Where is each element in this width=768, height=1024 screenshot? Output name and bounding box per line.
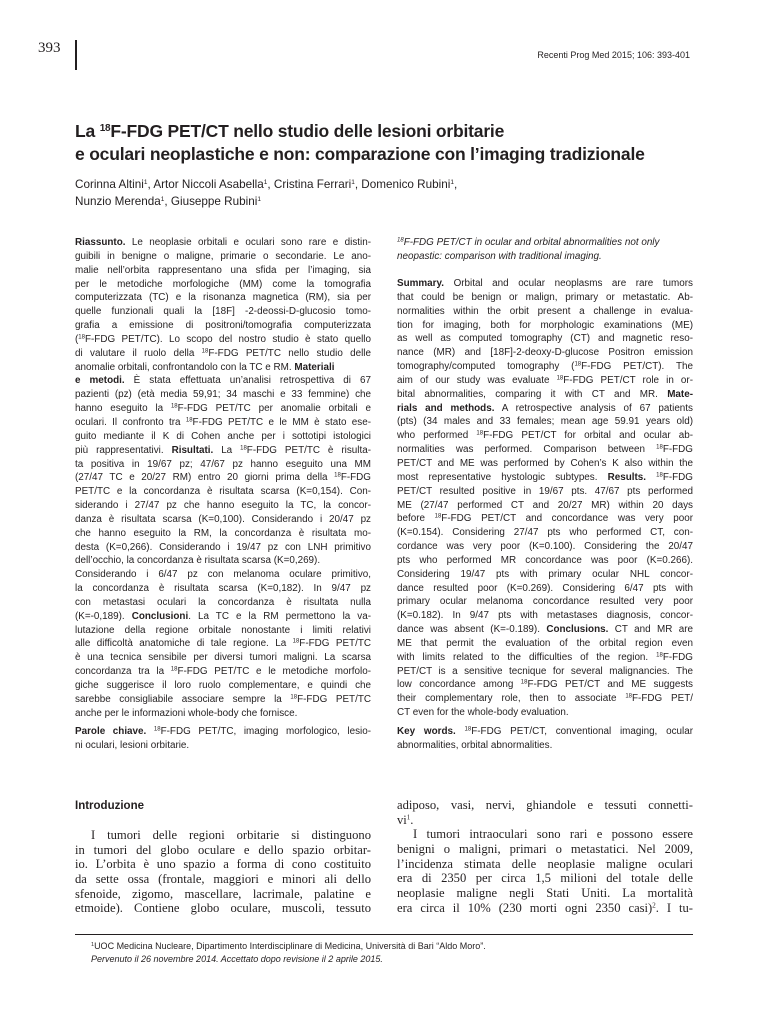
summary-line (397, 512, 693, 526)
body-line: in tumori del globo oculare e dello spazio orbitar- (75, 842, 371, 857)
abstract-text: F-FDG PET/TC nello studio delle (208, 347, 371, 359)
english-title-text: F-FDG PET/CT in ocular and orbital abnormalities not only (403, 237, 660, 248)
summary-section-label: Mate- (667, 388, 693, 400)
summary-text: F-FDG PET/CT). The (581, 361, 694, 373)
footnotes (91, 940, 486, 965)
summary-line: tion for imaging, both for morphologic examinations (ME) (397, 319, 693, 331)
isotope-superscript: 18 (99, 123, 111, 134)
isotope-superscript: 18 (434, 513, 442, 520)
affiliation-mark: 1 (160, 195, 165, 203)
abstract-text: (27/47 TC e 20/27 RM) entro 20 giorni prima della (75, 472, 335, 484)
body-line: etmoide). Contiene globo oculare, muscoli, tessuto (75, 901, 371, 916)
page-number: 393 (38, 40, 61, 56)
summary-line (397, 651, 693, 665)
keywords-text: F-FDG PET/TC, imaging morfologico, lesio- (160, 726, 372, 737)
abstract-text: . La TC e la RM permettono la va- (188, 610, 371, 622)
isotope-superscript: 18 (656, 444, 663, 451)
summary-line: that could be benign or malign, primary or metastatic. Ab- (397, 291, 693, 303)
affiliation-text: UOC Medicina Nucleare, Dipartimento Interdisciplinare di Medicina, Università di Bari “Aldo Moro”. (94, 941, 486, 951)
body-line: adiposo, vasi, nervi, ghiandole e tessuti connetti- (397, 798, 693, 812)
summary-section-label: rials and methods. (397, 402, 495, 414)
author-name: , Giuseppe Rubini (164, 194, 258, 208)
author-name: Corinna Altini (75, 178, 144, 191)
english-title-text (397, 237, 659, 248)
intro-left-column (75, 828, 371, 916)
summary-text: A retrospective analysis of 67 patients (494, 402, 693, 414)
affiliation-mark: 1 (257, 195, 261, 203)
author-name: , Artor Niccoli Asabella (147, 178, 264, 191)
abstract-text: F-FDG (340, 472, 371, 484)
intro-right-column (397, 798, 693, 916)
abstract-line: computerizzata (TC) e la risonanza magnetica (RM), sia per (75, 292, 371, 304)
isotope-superscript: 18 (185, 417, 193, 424)
abstract-line: PET/TC e la concordanza è risultata scarsa (K=0,154). Con- (75, 486, 371, 498)
summary-text: aim of our study was evaluate (397, 374, 557, 386)
abstract-line: grafia a emissione di positroni/tomografia computerizzata (75, 320, 371, 332)
abstract-line: danza è risultata scarsa (K=0,100). Considerando i 20/47 pz (75, 513, 371, 525)
isotope-superscript: 18 (476, 430, 484, 437)
keywords-line: ni oculari, lesioni orbitarie. (75, 739, 190, 751)
abstract-line (75, 416, 371, 430)
isotope-superscript: 18 (334, 472, 341, 479)
summary-text: tomography/computed tomography ( (397, 361, 575, 373)
affiliation-mark: 1 (263, 179, 268, 186)
isotope-superscript: 18 (170, 666, 178, 673)
abstract-line: malie nell’orbita rappresentano una sfida per l’imaging, sia (75, 264, 371, 276)
summary-line (397, 429, 693, 443)
abstract-line: quelle funzionali quali la [18F] -2-deossi-D-glucosio tomo- (75, 306, 371, 318)
abstract-label: Riassunto. (75, 237, 126, 248)
summary-text: normalities was performed. Comparison between (397, 444, 657, 456)
header-divider (75, 40, 77, 70)
author-list (75, 177, 715, 210)
body-line: era di 2350 per circa 1,5 milioni del totale delle (397, 871, 693, 886)
isotope-superscript: 18 (464, 726, 472, 733)
abstract-text: hanno eseguito la (75, 403, 171, 415)
body-line: sfenoide, zigomo, mascellare, lacrimale, palatine e (75, 886, 371, 901)
author-separator: , (453, 178, 458, 191)
isotope-superscript: 18 (292, 638, 300, 645)
section-heading-introduzione: Introduzione (75, 800, 144, 812)
body-line: neoplasie maligne negli Stati Uniti. La mortalità (397, 886, 693, 901)
abstract-text: ( (75, 333, 79, 345)
abstract-text: F-FDG PET/TC e le MM è stato ese- (192, 416, 371, 428)
summary-text: F-FDG (662, 471, 693, 483)
abstract-line (75, 374, 371, 388)
abstract-line (75, 665, 371, 679)
author-name: Nunzio Merenda (75, 194, 161, 208)
abstract-section-label: Materiali (294, 361, 335, 373)
abstract-text: F-FDG PET/TC (297, 693, 371, 705)
summary-line (397, 360, 693, 374)
body-line: l’incidenza stimata delle neoplasie maligne oculari (397, 856, 693, 871)
body-line: I tumori delle regioni orbitarie si distinguono (91, 828, 371, 842)
affiliation-mark: 1 (91, 942, 95, 948)
abstract-line: anche per le informazioni whole-body che fornisce. (75, 707, 298, 719)
english-title-line (397, 250, 693, 264)
abstract-line (75, 471, 371, 485)
author-name: , Cristina Ferrari (267, 178, 352, 191)
abstract-line (75, 347, 371, 361)
title-line-2: e oculari neoplastiche e non: comparazione con l’imaging tradizionale (75, 144, 645, 164)
isotope-superscript: 18 (78, 334, 85, 341)
abstract-line: lutazione della regione orbitale nonostante i limiti relativi (75, 624, 371, 636)
abstract-line: dell’occhio, la concordanza è risultata scarsa (K=0,269). (75, 555, 321, 567)
summary-line (397, 443, 693, 457)
summary-line: (pts) (34 males and 33 females; mean age 59.91 years old) (397, 416, 693, 428)
summary-line: PET/CT is a sensitive tecnique for several malignancies. The (397, 665, 693, 677)
isotope-superscript: 18 (556, 375, 564, 382)
abstract-line: desta (K=0,266). Considerando i 19/47 pz con LNH primitivo (75, 541, 371, 553)
abstract-line: guibili in benigne o maligne, primarie o secondarie. Le ano- (75, 250, 371, 262)
body-line: io. L’orbita è uno spazio a forma di cono costituito (75, 857, 371, 872)
abstract-line: per le metodiche morfologiche (MM) come la tomografia (75, 278, 371, 290)
affiliation-mark: 1 (351, 179, 355, 186)
isotope-superscript: 18 (153, 726, 161, 733)
abstract-text: F-FDG PET/TC per anomalie orbitali e (177, 403, 371, 415)
abstract-text: alle difficoltà anatomiche di tale regione. La (75, 638, 293, 650)
affiliation-mark: 1 (143, 179, 148, 186)
abstract-line (75, 444, 371, 458)
summary-text: most representative hystologic subtypes. (397, 471, 608, 483)
abstract-text: (K=-0,189). (75, 610, 132, 622)
keywords-text: F-FDG PET/CT, conventional imaging, ocular (471, 726, 693, 737)
english-title-line (397, 236, 693, 250)
body-text: vi (397, 812, 407, 827)
abstract-line: Considerando i 6/47 pz con melanoma oculare primitivo, (75, 569, 371, 581)
journal-reference: Recenti Prog Med 2015; 106: 393-401 (537, 50, 690, 60)
author-line-2 (75, 194, 715, 211)
isotope-superscript: 18 (170, 403, 178, 410)
summary-line: cordance was very poor (K=0.100). Considering the 20/47 (397, 541, 693, 553)
title-text: La (75, 121, 100, 141)
summary-section-label: Results. (607, 471, 647, 483)
body-line: I tumori intraoculari sono rari e possono essere (413, 827, 693, 842)
body-text: era circa il 10% (230 morti ogni 2350 casi) (397, 900, 653, 915)
summary-line: CT even for the whole-body evaluation. (397, 707, 569, 719)
isotope-superscript: 18 (574, 361, 582, 368)
summary-line (397, 692, 693, 706)
body-text: . I tu- (655, 900, 693, 915)
abstract-text: oculari. Il confronto tra (75, 416, 186, 428)
abstract-line: la concordanza è risultata scarsa (K=0,182). In 9/47 pz (75, 583, 371, 595)
received-text: Pervenuto il 26 novembre 2014. Accettato dopo revisione il 2 aprile 2015. (91, 953, 383, 964)
summary-line: PET/CT and ME was performed by Cohen’s K also within the (397, 457, 693, 469)
abstract-line: che hanno eseguito la RM, la concordanza è risultata mo- (75, 527, 371, 539)
abstract-text: F-FDG PET/TC). Lo scopo del nostro studio è stato quello (84, 333, 371, 345)
isotope-superscript: 18 (656, 472, 663, 479)
abstract-text: F-FDG PET/TC (299, 638, 371, 650)
summary-text: F-FDG PET/CT and ME suggests (527, 679, 693, 691)
keywords-line: abnormalities, orbital abnormalities. (397, 739, 553, 751)
isotope-superscript: 18 (290, 694, 298, 701)
body-line (397, 813, 693, 828)
abstract-text: di valutare il ruolo della (75, 347, 202, 359)
abstract-line (75, 402, 371, 416)
summary-line: PET/CT resulted positive in 19/67 pts. 47/67 pts performed (397, 485, 693, 497)
abstract-line: giche suggerisce il loro ruolo complementare, e quindi che (75, 680, 371, 691)
summary-text: with limits related to the difficulties of the region. (397, 651, 657, 663)
summary-text: F-FDG PET/CT role in or- (563, 374, 693, 386)
summary-line: ME that permit the evaluation of the orbital region even (397, 637, 693, 649)
summary-line: pts who performed MR concordance was poor (K=0.266). (397, 554, 693, 566)
summary-abstract (397, 277, 693, 720)
isotope-superscript: 18 (656, 652, 663, 659)
abstract-line (75, 333, 371, 347)
abstract-line (75, 236, 371, 250)
abstract-text: anomalie orbitali, confrontandolo con la TC e RM. (75, 361, 295, 373)
abstract-section-label: e metodi. (75, 375, 125, 387)
abstract-line: ta positiva in 19/67 pz; 47/67 pz hanno eseguito una MM (75, 458, 371, 470)
parole-chiave (75, 725, 371, 753)
summary-line (397, 402, 693, 416)
summary-line (397, 374, 693, 388)
keywords-label: Key words. (397, 726, 456, 737)
reference-superscript: 1 (406, 813, 411, 822)
abstract-line (75, 637, 371, 651)
summary-line: dance resulted poor (K=0.269). Considering 6/47 pts with (397, 582, 693, 594)
summary-text: low concordance among (397, 679, 521, 691)
abstract-text: sarebbe consigliabile associare sempre la (75, 693, 291, 705)
abstract-text: F-FDG PET/TC e le metodiche morfolo- (177, 666, 371, 678)
body-line: benigni o maligni, primari o metastatici. Nel 2009, (397, 842, 693, 857)
summary-label: Summary. (397, 278, 445, 289)
summary-line: as well as computed tomography (CT) and magnetic reso- (397, 333, 693, 345)
summary-text: Orbital and ocular neoplasms are rare tumors (444, 278, 693, 289)
summary-text: F-FDG PET/CT and concordance was very poor (441, 513, 694, 525)
body-text: . (410, 812, 414, 827)
isotope-superscript: 18 (625, 693, 633, 700)
abstract-section-label: Risultati. (171, 444, 214, 456)
body-line (397, 901, 693, 916)
summary-line (397, 471, 693, 485)
english-title (397, 236, 693, 264)
key-words (397, 725, 693, 753)
author-name: , Domenico Rubini (354, 178, 451, 191)
summary-line: primary ocular melanoma concordance resulted very poor (397, 596, 693, 608)
abstract-section-label: Conclusioni (131, 610, 189, 622)
received-footnote (91, 953, 486, 966)
abstract-line (75, 610, 371, 624)
summary-text: F-FDG (662, 651, 693, 663)
summary-line: Considering 19/47 pts with primary ocular NHL concor- (397, 568, 693, 580)
affiliation-footnote (91, 940, 486, 953)
author-line-1 (75, 177, 715, 194)
summary-text: before (397, 513, 435, 525)
summary-text: who performed (397, 430, 477, 442)
title-line-1 (75, 120, 715, 143)
isotope-superscript: 18 (240, 445, 247, 452)
keywords-line (397, 725, 693, 739)
summary-line (397, 623, 693, 637)
summary-line: normalities within the orbit present a challenge in evalua- (397, 305, 693, 317)
abstract-text: F-FDG PET/TC è risulta- (246, 444, 371, 456)
summary-line: (K=0.182). In 9/47 pts with metastases diagnosis, concor- (397, 610, 693, 622)
abstract-line: pazienti (pz) (età media 59,91; 34 maschi e 33 femmine) che (75, 389, 371, 401)
summary-line (397, 388, 693, 402)
summary-line: (K=0.154). Considering 27/47 pts who performed CT, con- (397, 527, 693, 539)
isotope-superscript: 18 (201, 348, 209, 355)
summary-section-label: Conclusions. (546, 624, 609, 636)
summary-text: F-FDG PET/CT for orbital and ocular ab- (483, 430, 694, 442)
body-line: da sette ossa (frontale, maggiori e minori ali dello (75, 872, 371, 887)
summary-text: bital abnormalities, comparing it with CT and MR. (397, 388, 668, 400)
summary-text: their complementary role, then to associate (397, 693, 626, 705)
abstract-text: più rappresentativi. (75, 444, 172, 456)
abstract-line: è una tecnica sensibile per diversi tumori maligni. La scarsa (75, 652, 371, 664)
article-title (75, 120, 715, 166)
abstract-text: La (213, 444, 241, 456)
abstract-line (75, 693, 371, 707)
summary-text: CT and MR are (608, 624, 693, 636)
abstract-text: È stata effettuata un’analisi retrospettiva di 67 (124, 375, 371, 387)
reference-superscript: 2 (652, 901, 656, 910)
abstract-text: concordanza tra la (75, 666, 171, 678)
footnote-divider (75, 934, 693, 935)
isotope-superscript: 18 (520, 679, 528, 686)
riassunto-abstract (75, 236, 371, 721)
keywords-label: Parole chiave. (75, 726, 147, 737)
summary-text: F-FDG PET/ (632, 693, 694, 705)
abstract-line (75, 361, 371, 375)
summary-line: ME (27/47 performed CT and 20/27 MR) within 20 days (397, 499, 693, 511)
english-title-text: neopastic: comparison with traditional imaging. (397, 250, 602, 262)
title-text: F-FDG PET/CT nello studio delle lesioni orbitarie (110, 121, 505, 141)
abstract-line: con metastasi oculari la concordanza è risultata nulla (75, 596, 371, 608)
summary-text: F-FDG (662, 444, 693, 456)
abstract-line: siderando i 27/47 pz che hanno eseguito la TC, la concor- (75, 500, 371, 512)
summary-text: dance was absent (K=-0.189). (397, 624, 547, 636)
summary-line (397, 678, 693, 692)
summary-line (397, 277, 693, 291)
abstract-line: guito mediante il K di Cohen anche per i sottotipi istologici (75, 430, 371, 442)
summary-line: nance (MR) and [18F]-2-deoxy-D-glucose Positron emission (397, 347, 693, 359)
keywords-line (75, 725, 371, 739)
isotope-superscript: 18 (397, 237, 404, 244)
affiliation-mark: 1 (450, 179, 454, 186)
abstract-text: Le neoplasie orbitali e oculari sono rare e distin- (125, 237, 371, 248)
